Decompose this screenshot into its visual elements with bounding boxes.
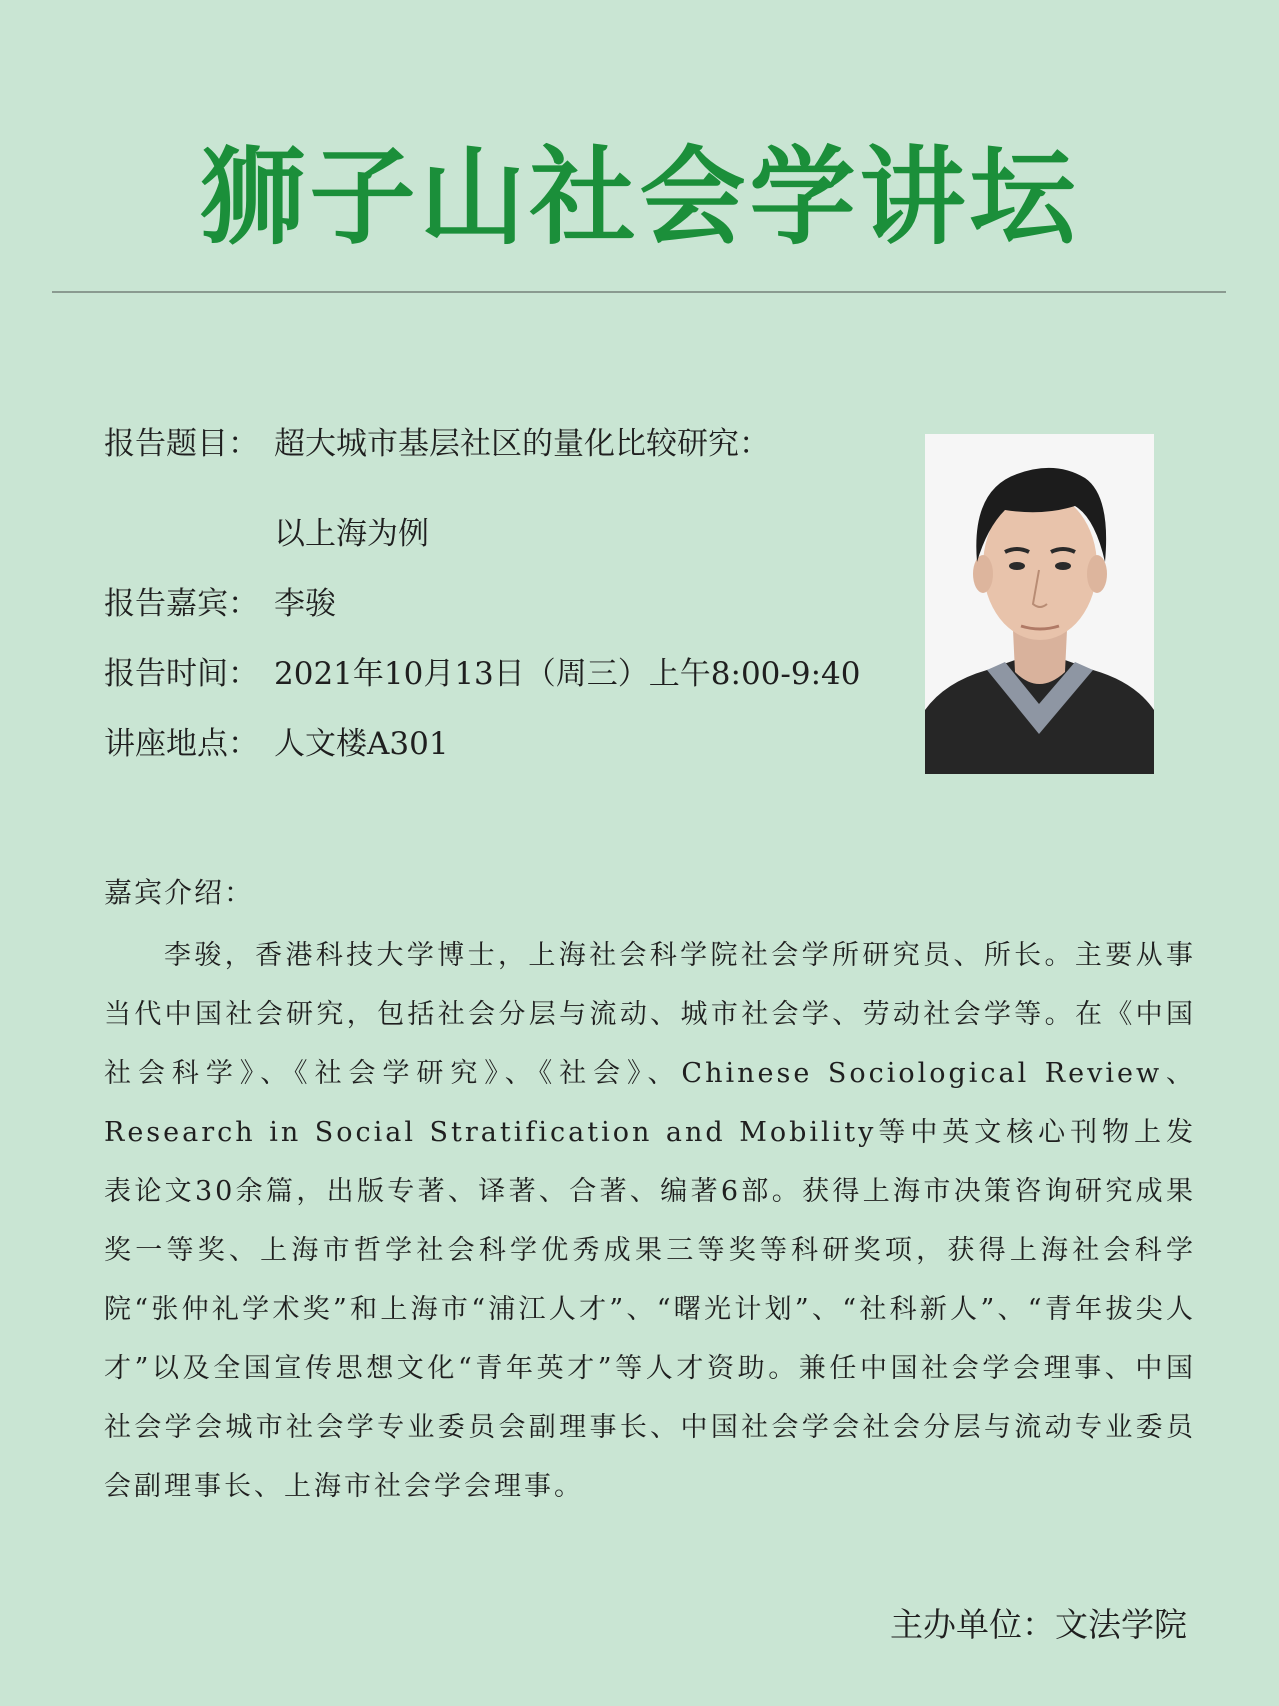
- talk-location: 人文楼A301: [274, 726, 449, 762]
- intro-heading: 嘉宾介绍：: [104, 876, 255, 909]
- title-divider: [52, 291, 1226, 293]
- time-row: [104, 654, 861, 694]
- location-label: 讲座地点：: [104, 726, 259, 762]
- topic-row: [104, 424, 770, 464]
- page-title: 狮子山社会学讲坛: [199, 136, 1080, 259]
- location-row: [104, 724, 449, 764]
- organizer: 主办单位：文法学院: [890, 1605, 1187, 1644]
- guest-bio: 李骏，香港科技大学博士，上海社会科学院社会学所研究员、所长。主要从事当代中国社会研究，包括社会分层与流动、城市社会学、劳动社会学等。在《中国社会科学》、《社会学研究》、《社会》、Chinese Sociological Review、Research in Social Stratification and Mobility等中英文核心刊物上发表论文30余篇，出版专著、译著、合著、编著6部。获得上海市决策咨询研究成果奖一等奖、上海市哲学社会科学优秀成果三等奖等科研奖项，获得上海社会科学院“张仲礼学术奖”和上海市“浦江人才”、“曙光计划”、“社科新人”、“青年拔尖人才”以及全国宣传思想文化“青年英才”等人才资助。兼任中国社会学会理事、中国社会学会城市社会学专业委员会副理事长、中国社会学会社会分层与流动专业委员会副理事长、上海市社会学会理事。: [104, 940, 1196, 1502]
- guest-label: 报告嘉宾：: [104, 586, 259, 622]
- guest-portrait-photo: [925, 434, 1154, 774]
- guest-name: 李骏: [274, 586, 336, 622]
- talk-time: 2021年10月13日（周三）上午8:00-9:40: [274, 656, 861, 692]
- topic-line2: 以上海为例: [274, 516, 429, 552]
- topic-label: 报告题目：: [104, 426, 259, 462]
- time-label: 报告时间：: [104, 656, 259, 692]
- topic-line1: 超大城市基层社区的量化比较研究：: [274, 426, 770, 462]
- guest-row: [104, 584, 336, 624]
